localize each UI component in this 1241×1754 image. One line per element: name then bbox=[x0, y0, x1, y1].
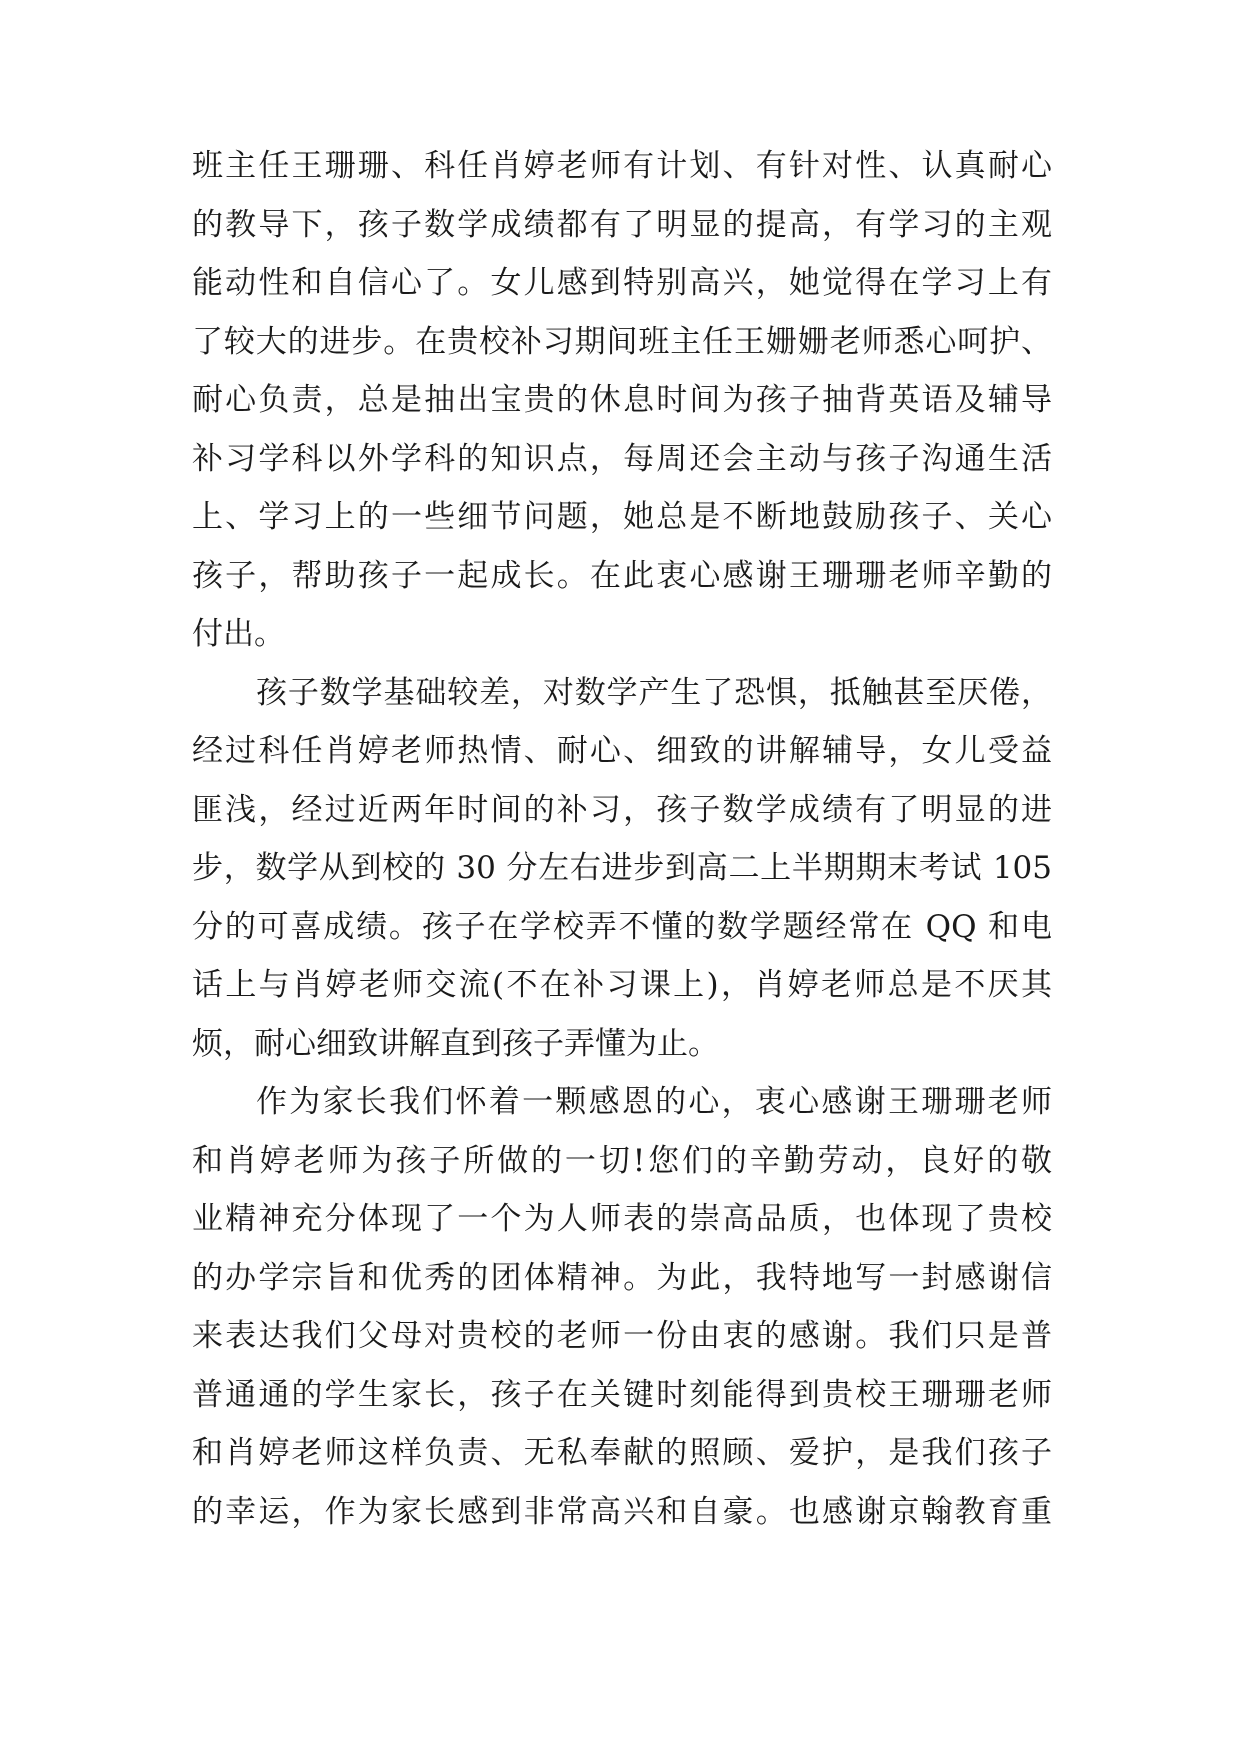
letter-body bbox=[192, 137, 1052, 1541]
paragraph-1-line-1: 班主任王珊珊、科任肖婷老师有计划、有针对性、认真耐心 bbox=[192, 148, 1052, 184]
paragraph-3-line-5: 来表达我们父母对贵校的老师一份由衷的感谢。我们只是普 bbox=[192, 1318, 1052, 1354]
paragraph-2-line-1: 孩子数学基础较差，对数学产生了恐惧，抵触甚至厌倦， bbox=[256, 674, 1052, 711]
paragraph-1-line-4: 了较大的进步。在贵校补习期间班主任王姗姗老师悉心呵护、 bbox=[192, 323, 1052, 360]
paragraph-2-line-7: 烦，耐心细致讲解直到孩子弄懂为止。 bbox=[192, 1025, 719, 1062]
paragraph-3-line-3: 业精神充分体现了一个为人师表的崇高品质，也体现了贵校 bbox=[192, 1201, 1052, 1237]
paragraph-1-line-6: 补习学科以外学科的知识点，每周还会主动与孩子沟通生活 bbox=[192, 440, 1052, 477]
paragraph-1-line-9: 付出。 bbox=[192, 616, 285, 652]
paragraph-3-line-8: 的幸运，作为家长感到非常高兴和自豪。也感谢京翰教育重 bbox=[192, 1493, 1052, 1530]
paragraph-1-line-2: 的教导下，孩子数学成绩都有了明显的提高，有学习的主观 bbox=[192, 206, 1052, 243]
paragraph-3-line-6: 普通通的学生家长，孩子在关键时刻能得到贵校王珊珊老师 bbox=[192, 1376, 1052, 1413]
paragraph-1-line-7: 上、学习上的一些细节问题，她总是不断地鼓励孩子、关心 bbox=[192, 499, 1052, 535]
paragraph-1-line-8: 孩子，帮助孩子一起成长。在此衷心感谢王珊珊老师辛勤的 bbox=[192, 557, 1052, 594]
paragraph-2-line-4: 步，数学从到校的 30 分左右进步到高二上半期期末考试 105 bbox=[192, 850, 1052, 886]
paragraph-3-line-4: 的办学宗旨和优秀的团体精神。为此，我特地写一封感谢信 bbox=[192, 1259, 1052, 1296]
paragraph-2-line-3: 匪浅，经过近两年时间的补习，孩子数学成绩有了明显的进 bbox=[192, 791, 1052, 828]
paragraph-3-line-7: 和肖婷老师这样负责、无私奉献的照顾、爱护，是我们孩子 bbox=[192, 1435, 1052, 1471]
paragraph-3-line-2: 和肖婷老师为孩子所做的一切!您们的辛勤劳动，良好的敬 bbox=[192, 1142, 1052, 1179]
paragraph-2-line-2: 经过科任肖婷老师热情、耐心、细致的讲解辅导，女儿受益 bbox=[192, 733, 1052, 769]
paragraph-2-line-6: 话上与肖婷老师交流(不在补习课上)，肖婷老师总是不厌其 bbox=[192, 967, 1052, 1003]
paragraph-1-line-5: 耐心负责，总是抽出宝贵的休息时间为孩子抽背英语及辅导 bbox=[192, 382, 1052, 418]
paragraph-3-line-1: 作为家长我们怀着一颗感恩的心，衷心感谢王珊珊老师 bbox=[256, 1084, 1052, 1120]
paragraph-2-line-5: 分的可喜成绩。孩子在学校弄不懂的数学题经常在 QQ 和电 bbox=[192, 908, 1052, 945]
paragraph-1-line-3: 能动性和自信心了。女儿感到特别高兴，她觉得在学习上有 bbox=[192, 265, 1052, 301]
